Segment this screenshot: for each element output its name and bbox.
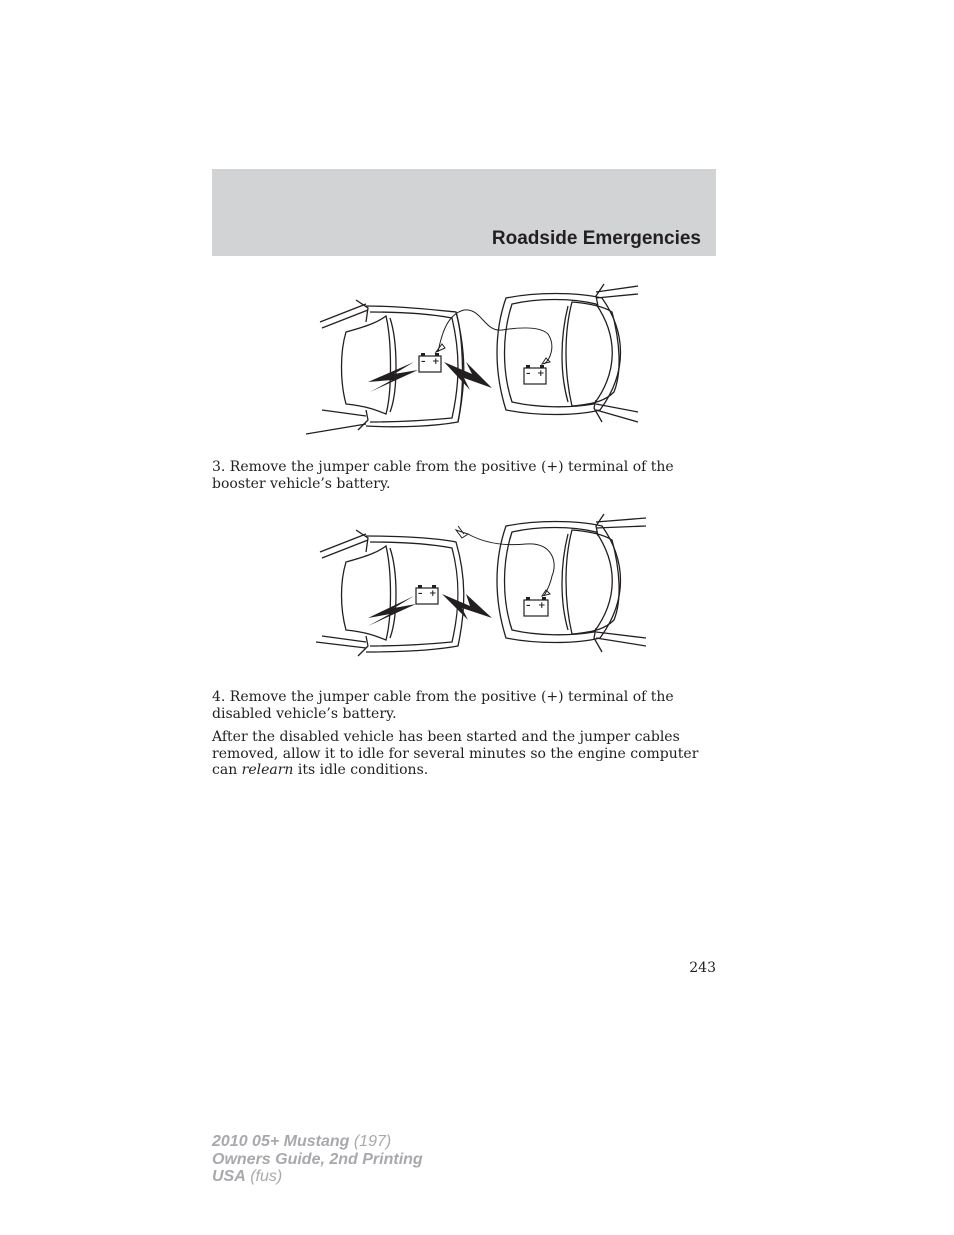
after-start-text-pre: After the disabled vehicle has been started and the jumper cables removed, allow it to idle for several minutes so the engine computer can [212, 729, 699, 778]
jumper-cable [436, 310, 552, 364]
footer-line-1: 2010 05+ Mustang (197) [212, 1133, 392, 1150]
after-start-text [212, 729, 716, 779]
step-4-text: 4. Remove the jumper cable from the positive (+) terminal of the disabled vehicle’s battery. [212, 689, 674, 722]
svg-text:+: + [429, 589, 437, 599]
disabled-vehicle-battery-icon [419, 353, 441, 372]
svg-text:–: – [526, 369, 531, 379]
spark-bolt-right-icon [444, 362, 492, 390]
jumper-cars-illustration-2 [306, 512, 646, 660]
svg-text:+: + [537, 369, 545, 379]
footer-line-3: USA (fus) [212, 1168, 283, 1185]
booster-vehicle-battery-icon [524, 597, 548, 616]
svg-text:–: – [421, 357, 426, 367]
svg-text:–: – [526, 601, 531, 611]
jumper-figure-connected [306, 282, 646, 440]
disabled-vehicle-battery-icon [416, 585, 438, 604]
spark-bolt-left-icon [368, 596, 416, 626]
spark-bolt-left-icon [368, 362, 418, 392]
svg-text:+: + [432, 357, 440, 367]
footer-imprint [212, 1133, 423, 1186]
booster-vehicle [497, 514, 646, 652]
svg-text:+: + [538, 601, 546, 611]
svg-text:–: – [418, 589, 423, 599]
jumper-cars-illustration [306, 282, 646, 440]
disabled-vehicle [316, 530, 464, 656]
page-number: 243 [689, 960, 716, 976]
step-3-text: 3. Remove the jumper cable from the positive (+) terminal of the booster vehicle’s battery. [212, 459, 674, 492]
jumper-figure-booster-removed [306, 512, 646, 660]
relearn-emphasis: relearn [241, 762, 294, 778]
section-header-band [212, 169, 716, 256]
section-title: Roadside Emergencies [491, 228, 701, 249]
booster-vehicle-battery-icon [524, 365, 546, 384]
spark-bolt-right-icon [442, 594, 492, 620]
booster-vehicle [497, 284, 638, 422]
after-start-text-post: its idle conditions. [293, 762, 429, 778]
footer-line-2: Owners Guide, 2nd Printing [212, 1150, 423, 1168]
